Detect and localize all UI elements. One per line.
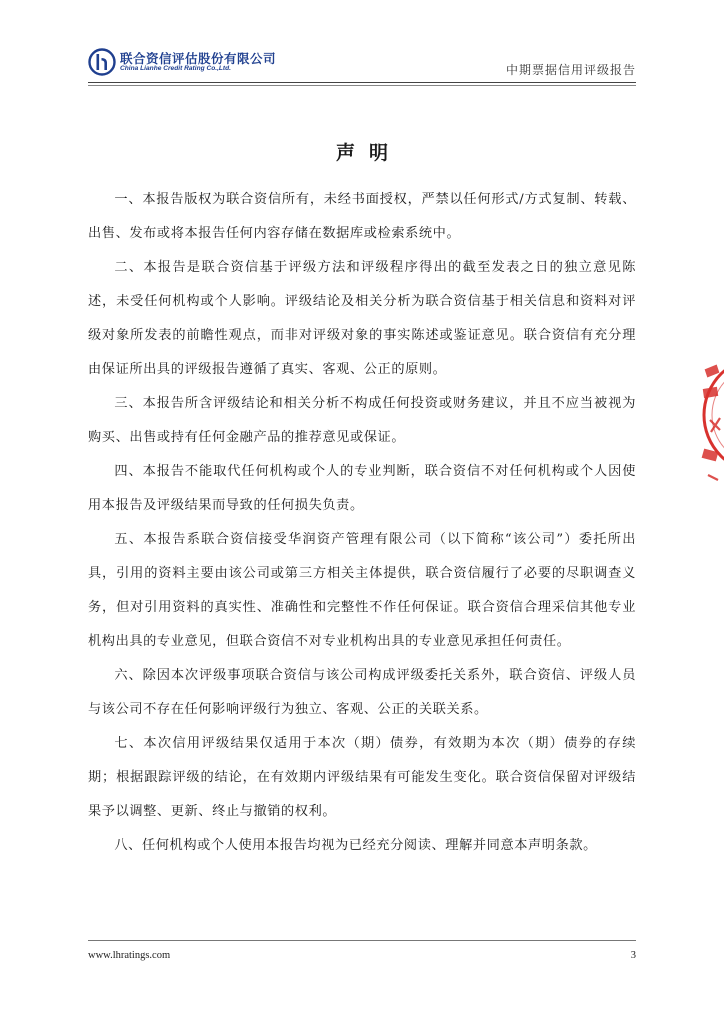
page-number: 3	[630, 950, 636, 961]
company-logo	[88, 48, 288, 78]
red-seal-stamp	[700, 330, 724, 500]
statement-body	[88, 183, 636, 863]
header-divider-secondary	[88, 85, 636, 86]
header-divider	[88, 82, 636, 83]
report-title: 中期票据信用评级报告	[505, 63, 636, 77]
statement-paragraph-7: 七、本次信用评级结果仅适用于本次（期）债券，有效期为本次（期）债券的存续期；根据跟踪评级的结论，在有效期内评级结果有可能发生变化。联合资信保留对评级结果予以调整、更新、终止与撤销的权利。	[88, 736, 636, 819]
statement-paragraph-8: 八、任何机构或个人使用本报告均视为已经充分阅读、理解并同意本声明条款。	[114, 838, 597, 853]
statement-paragraph-2: 二、本报告是联合资信基于评级方法和评级程序得出的截至发表之日的独立意见陈述，未受任何机构或个人影响。评级结论及相关分析为联合资信基于相关信息和资料对评级对象所发表的前瞻性观点，而非对评级对象的事实陈述或鉴证意见。联合资信有充分理由保证所出具的评级报告遵循了真实、客观、公正的原则。	[88, 260, 636, 377]
statement-paragraph-3: 三、本报告所含评级结论和相关分析不构成任何投资或财务建议，并且不应当被视为购买、出售或持有任何金融产品的推荐意见或保证。	[88, 396, 636, 445]
statement-paragraph-6: 六、除因本次评级事项联合资信与该公司构成评级委托关系外，联合资信、评级人员与该公司不存在任何影响评级行为独立、客观、公正的关联关系。	[88, 668, 636, 717]
footer-website: www.lhratings.com	[88, 950, 171, 961]
statement-paragraph-1: 一、本报告版权为联合资信所有，未经书面授权，严禁以任何形式/方式复制、转载、出售、发布或将本报告任何内容存储在数据库或检索系统中。	[88, 192, 636, 241]
statement-paragraph-5: 五、本报告系联合资信接受华润资产管理有限公司（以下简称“该公司”）委托所出具，引用的资料主要由该公司或第三方相关主体提供，联合资信履行了必要的尽职调查义务，但对引用资料的真实性、准确性和完整性不作任何保证。联合资信合理采信其他专业机构出具的专业意见，但联合资信不对专业机构出具的专业意见承担任何责任。	[88, 532, 636, 649]
footer-divider	[88, 940, 636, 941]
company-name-cn: 联合资信评估股份有限公司	[120, 51, 277, 66]
company-name-en: China Lianhe Credit Rating Co.,Ltd.	[120, 65, 231, 72]
page-title: 声明	[335, 142, 402, 164]
statement-paragraph-4: 四、本报告不能取代任何机构或个人的专业判断，联合资信不对任何机构或个人因使用本报告及评级结果而导致的任何损失负责。	[88, 464, 636, 513]
lianhe-logo-icon	[88, 48, 116, 76]
